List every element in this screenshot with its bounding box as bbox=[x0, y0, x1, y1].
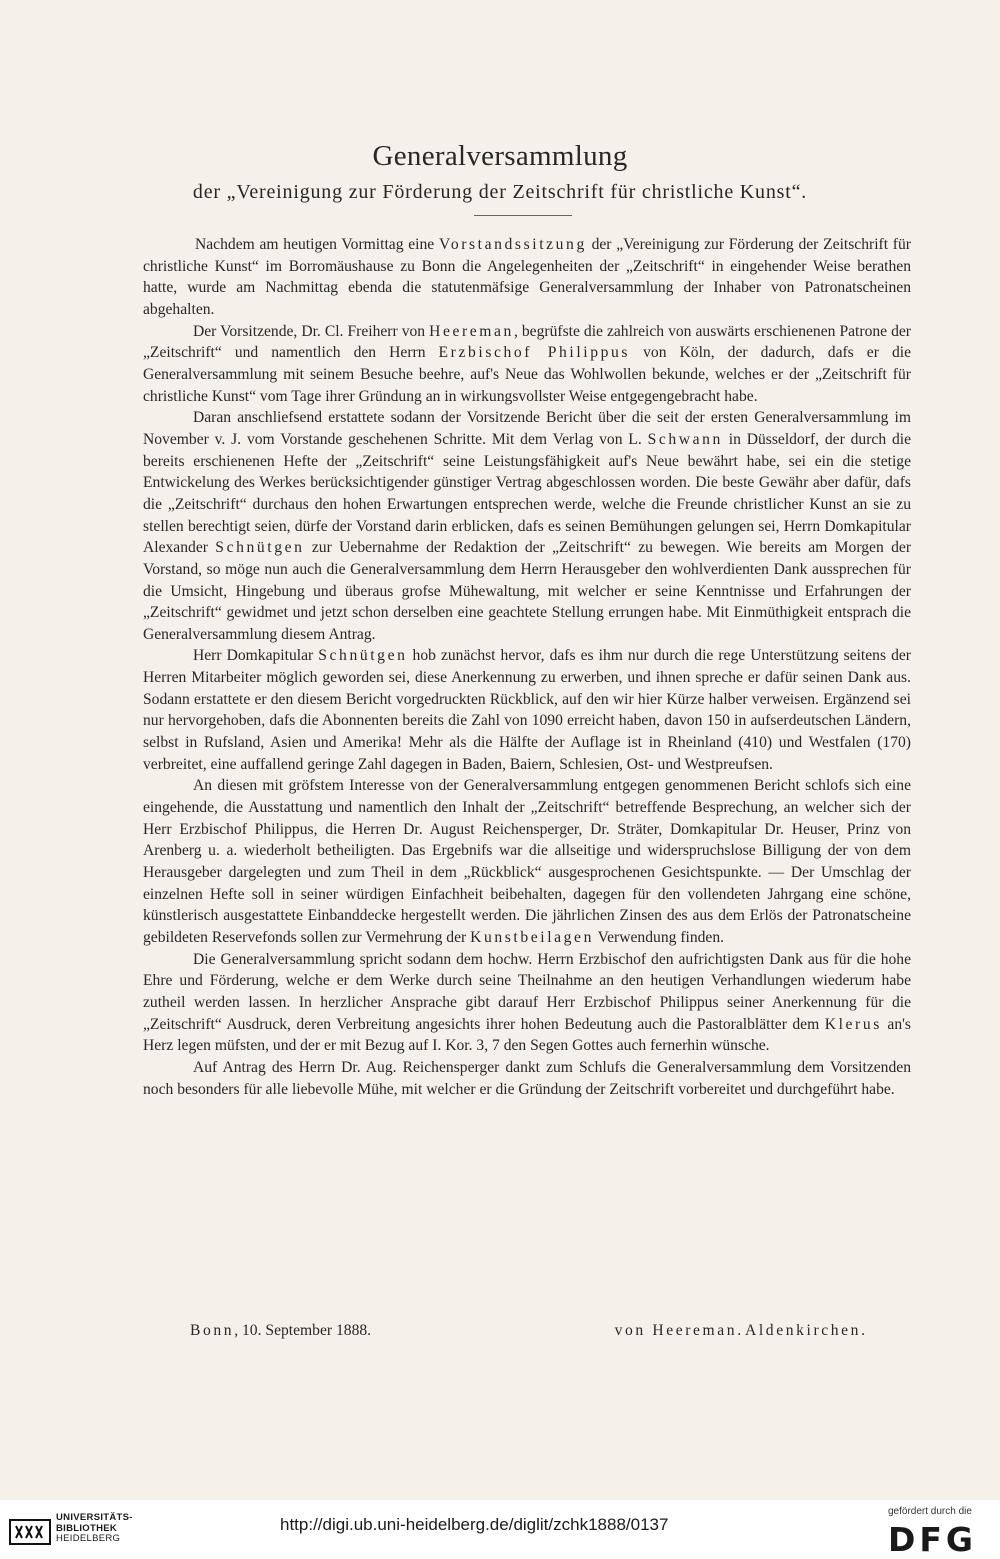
article-body bbox=[143, 234, 911, 1100]
signer-heereman: Heereman bbox=[652, 1322, 738, 1339]
viewer-footer bbox=[0, 1500, 1000, 1559]
paragraph bbox=[143, 775, 911, 948]
text-run: der „Vereinigung zur Förderung der Zeitschrift für christliche Kunst“ im Borromäushause zu Bonn die Angelegenheiten der „Zeitschrift“ in eingehender Weise berathen hatte, wurde am Nachmittag ebenda die statutenmäfsige Generalversammlung der Inhaber von Patronatscheinen abgehalten. bbox=[143, 236, 911, 318]
text-run: Nachdem am heutigen Vormittag eine bbox=[195, 236, 439, 253]
dfg-logo: DFG bbox=[888, 1520, 978, 1559]
library-line-2: BIBLIOTHEK bbox=[56, 1522, 118, 1534]
title-divider bbox=[474, 215, 572, 216]
signer-aldenkirchen: Aldenkirchen bbox=[745, 1322, 862, 1339]
spaced-name: Schnütgen bbox=[318, 647, 408, 665]
signature-place: Bonn bbox=[190, 1322, 235, 1339]
paragraph bbox=[143, 321, 911, 408]
text-run: von Köln, der dadurch, dafs er die Generalversammlung mit seinem Besuche beehre, auf's Neue das Wohlwollen bekunde, welches er der „Zeitschrift für christliche Kunst“ vom Tage ihrer Gründung an in wirkungsvollster Weise entgegengebracht habe. bbox=[143, 344, 911, 405]
spaced-name: Schnütgen bbox=[215, 539, 305, 557]
library-name bbox=[56, 1513, 133, 1545]
permalink-url[interactable]: http://digi.ub.uni-heidelberg.de/diglit/zchk1888/0137 bbox=[280, 1515, 669, 1534]
text-run: hob zunächst hervor, dafs es ihm nur durch die rege Unterstützung seitens der Herren Mitarbeiter möglich geworden sei, diese Anerkennung zu erwerben, und ihnen spreche er dafür seinen Dank aus. Sodann erstattete er den diesem Bericht vorgedruckten Rückblick, auf den wir hier Kürze halber verweisen. Ergänzend sei nur hervorgehoben, dafs die Abonnenten bereits die Zahl von 1090 erreicht haben, davon 150 in aufserdeutschen Ländern, selbst in Rufsland, Asien und Amerika! Mehr als die Hälfte der Auflage ist in Rheinland (410) und Westfalen (170) verbreitet, eine auffallend geringe Zahl dagegen in Baden, Baiern, Schlesien, Ost- und Westpreufsen. bbox=[143, 647, 911, 773]
page-title: Generalversammlung bbox=[372, 140, 628, 172]
paragraph bbox=[143, 1057, 911, 1100]
signers-prefix: von bbox=[614, 1322, 653, 1339]
paragraph bbox=[143, 234, 911, 321]
paragraph bbox=[143, 407, 911, 645]
spaced-name: Erzbischof Philippus bbox=[438, 344, 631, 362]
signature-end: . bbox=[861, 1322, 865, 1339]
dfg-caption: gefördert durch die bbox=[888, 1506, 972, 1517]
text-run: , begrüfste die zahlreich von auswärts erschienenen Patrone der „Zeitschrift“ und namentlich den Herrn bbox=[143, 322, 911, 362]
paragraph bbox=[143, 949, 911, 1057]
signer-separator: . bbox=[737, 1322, 746, 1339]
text-run: Die Generalversammlung spricht sodann dem hochw. Herrn Erzbischof den aufrichtigsten Dank aus für die hohe Ehre und Förderung, welche er dem Werke durch seine Theilnahme an den heutigen Verhandlungen wiederum habe zutheil werden lassen. In herzlicher Ansprache gibt darauf Herr Erzbischof Philippus seiner Anerkennung für die „Zeitschrift“ Ausdruck, deren Verbreitung angesichts ihrer hohen Bedeutung auch die Pastoralblätter dem bbox=[143, 950, 911, 1033]
text-run: Verwendung finden. bbox=[593, 929, 725, 946]
text-run: Herr Domkapitular bbox=[193, 647, 319, 665]
spaced-name: Heereman bbox=[429, 322, 514, 340]
spaced-name: Klerus bbox=[824, 1015, 882, 1033]
library-line-1: UNIVERSITÄTS- bbox=[56, 1512, 133, 1523]
text-run: Auf Antrag des Herrn Dr. Aug. Reichensperger dankt zum Schlufs die Generalversammlung dem Vorsitzenden noch besonders für alle liebevolle Mühe, mit welcher er die Gründung der Zeitschrift vorbereitet und durchgeführt habe. bbox=[143, 1058, 911, 1098]
paragraph bbox=[143, 645, 911, 775]
signature-names bbox=[615, 1322, 865, 1340]
text-run: Der Vorsitzende, Dr. Cl. Freiherr von bbox=[193, 322, 430, 340]
spaced-name: Vorstandssitzung bbox=[438, 236, 587, 253]
text-run: an's Herz legen müfsten, und der er mit Bezug auf I. Kor. 3, 7 den Segen Gottes auch fernerhin wünsche. bbox=[143, 1015, 911, 1055]
page-subtitle: der „Vereinigung zur Förderung der Zeitschrift für christliche Kunst“. bbox=[192, 181, 808, 203]
signature-place-date bbox=[190, 1322, 371, 1340]
signature-date: , 10. September 1888. bbox=[234, 1322, 372, 1339]
text-run: in Düsseldorf, der durch die bereits erschienenen Hefte der „Zeitschrift“ seine Leistungsfähigkeit auf's Neue bewährt habe, sei ein die stetige Entwickelung des Werkes berücksichtigender günstiger Vertrag abgeschlossen worden. Die beste Gewähr aber dafür, dafs die „Zeitschrift“ durchaus den hohen Erwartungen entsprechen werde, welche die Freunde christlicher Kunst an sie zu stellen berechtigt seien, dürfe der Vorstand darin erblicken, dafs es seinen Bemühungen gelungen sei, Herrn Domkapitular Alexander bbox=[143, 430, 911, 557]
signature-line bbox=[190, 1322, 865, 1340]
university-library-logo-icon bbox=[8, 1516, 52, 1548]
spaced-name: Schwann bbox=[647, 430, 723, 448]
text-run: Daran anschliefsend erstattete sodann der Vorsitzende Bericht über die seit der ersten Generalversammlung im November v. J. vom Vorstande geschehenen Schritte. Mit dem Verlag von L. bbox=[143, 409, 911, 448]
library-line-3: HEIDELBERG bbox=[56, 1533, 121, 1544]
text-run: An diesen mit gröfstem Interesse von der Generalversammlung entgegen genommenen Bericht schlofs sich eine eingehende, die Ausstattung und namentlich den Inhalt der „Zeitschrift“ betreffende Besprechung, an welcher sich der Herr Erzbischof Philippus, die Herren Dr. August Reichensperger, Dr. Sträter, Domkapitular Dr. Heuser, Prinz von Arenberg u. a. wiederholt betheiligten. Das Ergebnifs war die allseitige und widerspruchslose Billigung der von dem Herausgeber dargelegten und zum Theil in dem „Rückblick“ ausgesprochenen Gesichtspunkte. — Der Umschlag der einzelnen Hefte soll in seiner würdigen Einfachheit beibehalten, dagegen für den vollendeten Jahrgang eine schöne, künstlerisch ausgestattete Einbanddecke hergestellt werden. Die jährlichen Zinsen des aus dem Erlös der Patronatscheine gebildeten Reservefonds sollen zur Vermehrung der bbox=[143, 777, 911, 946]
text-run: zur Uebernahme der Redaktion der „Zeitschrift“ zu bewegen. Wie bereits am Morgen der Vorstand, so möge nun auch die Generalversammlung dem Herrn Herausgeber den wohlverdienten Dank aussprechen für die Umsicht, Hingebung und überaus grofse Mühewaltung, mit welcher er seine Kenntnisse und Erfahrungen der „Zeitschrift“ gewidmet und jetzt schon derselben eine geachtete Stellung errungen habe. Mit Einmüthigkeit entsprach die Generalversammlung diesem Antrag. bbox=[143, 539, 912, 643]
spaced-name: Kunstbeilagen bbox=[470, 929, 594, 946]
